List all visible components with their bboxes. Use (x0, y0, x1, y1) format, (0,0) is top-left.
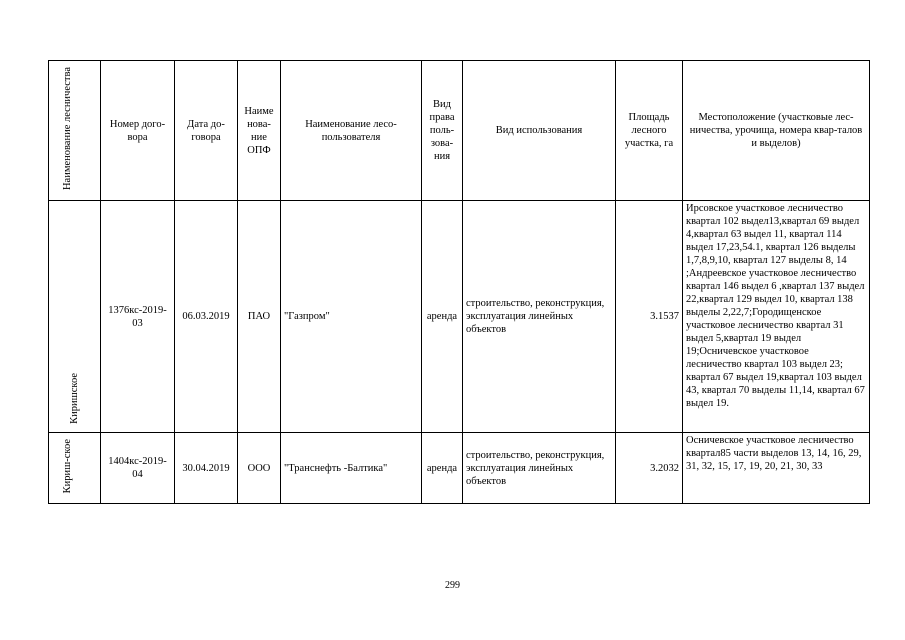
cell-area: 3.2032 (616, 433, 683, 504)
table-row (49, 201, 870, 433)
cell-opf: ООО (238, 433, 281, 504)
header-area: Площадь лесного участка, га (616, 61, 683, 201)
cell-opf: ПАО (238, 201, 281, 433)
cell-contract-date: 06.03.2019 (175, 201, 238, 433)
cell-location: Осничевское участковое лесничество квартал85 части выделов 13, 14, 16, 29, 31, 32, 15, 17, 19, 20, 21, 30, 33 (683, 433, 870, 504)
page-number: 299 (445, 580, 460, 591)
cell-contract-number: 1404кс-2019-04 (101, 433, 175, 504)
cell-use-type: строительство, реконструкция, эксплуатация линейных объектов (463, 201, 616, 433)
cell-forestry: Кириш-ское (49, 433, 101, 504)
cell-use-type: строительство, реконструкция, эксплуатация линейных объектов (463, 433, 616, 504)
cell-contract-number: 1376кс-2019-03 (101, 201, 175, 433)
header-row (49, 61, 870, 201)
header-contract-date: Дата до-говора (175, 61, 238, 201)
cell-contract-date: 30.04.2019 (175, 433, 238, 504)
cell-forestry: Киришское (49, 201, 101, 433)
cell-right-type: аренда (422, 201, 463, 433)
cell-user-name: "Транснефть -Балтика" (281, 433, 422, 504)
forest-lease-table (48, 60, 870, 504)
header-use-type: Вид использования (463, 61, 616, 201)
cell-area: 3.1537 (616, 201, 683, 433)
header-right-type: Вид права поль-зова-ния (422, 61, 463, 201)
header-location: Местоположение (участковые лес-ничества, урочища, номера квар-талов и выделов) (683, 61, 870, 201)
header-forestry: Наименование лесничества (49, 61, 101, 201)
cell-user-name: "Газпром" (281, 201, 422, 433)
cell-location: Ирсовское участковое лесничество квартал 102 выдел13,квартал 69 выдел 4,квартал 63 выдел 11, квартал 114 выдел 17,23,54.1, квартал 126 выделы 1,7,8,9,10, квартал 127 выделы 8, 14 ;Андреевское участковое лесничество квартал 146 выдел 6 ,квартал 137 выдел 22,квартал 129 выдел 10, квартал 138 выделы 2,22,7;Городищенское участковое лесничество квартал 31 выдел 5,квартал 19 выдел 19;Осничевское участковое лесничество квартал 103 выдел 23; квартал 67 выдел 19,квартал 103 выдел 43, квартал 70 выделы 11,14, квартал 67 выдел 19. (683, 201, 870, 433)
header-contract-number: Номер дого-вора (101, 61, 175, 201)
header-user-name: Наименование лесо-пользователя (281, 61, 422, 201)
cell-right-type: аренда (422, 433, 463, 504)
header-opf: Наиме нова-ние ОПФ (238, 61, 281, 201)
table-row (49, 433, 870, 504)
